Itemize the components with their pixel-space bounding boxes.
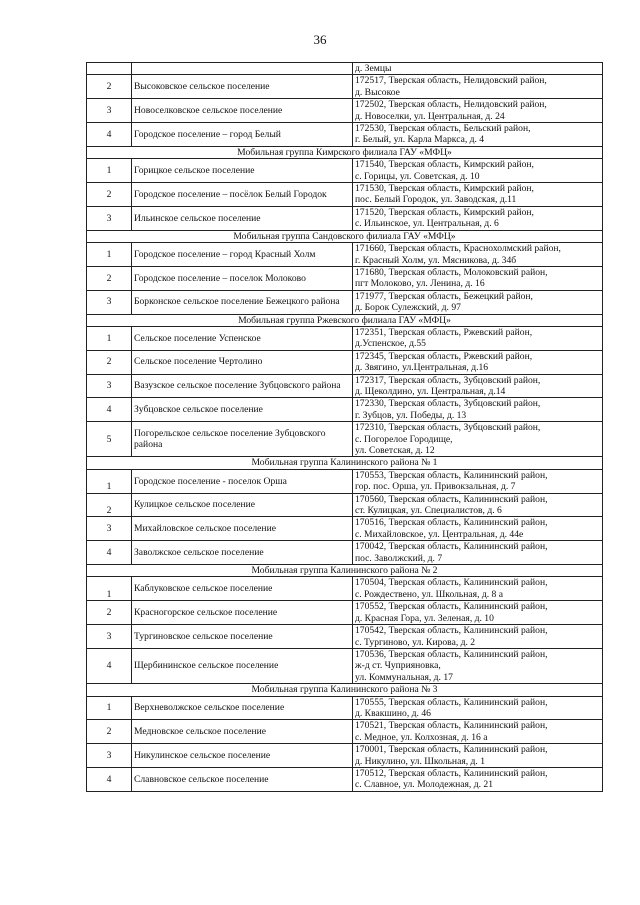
group-header-row bbox=[87, 314, 603, 326]
address-line: 171520, Тверская область, Кимрский район, bbox=[355, 206, 534, 218]
address-line: 172530, Тверская область, Бельский район, bbox=[355, 123, 531, 135]
group-title: Мобильная группа Кимрского филиала ГАУ «МФЦ» bbox=[87, 146, 603, 158]
address-line: д. Звягино, ул.Центральная, д.16 bbox=[355, 362, 489, 374]
row-number: 1 bbox=[87, 159, 132, 183]
table-row bbox=[87, 422, 603, 457]
address-cell bbox=[353, 183, 603, 207]
row-number: 2 bbox=[87, 601, 132, 625]
row-number: 2 bbox=[87, 266, 132, 290]
group-header-row bbox=[87, 146, 603, 158]
row-number: 1 bbox=[87, 696, 132, 720]
address-line: 170042, Тверская область, Калининский район, bbox=[355, 541, 548, 553]
row-number bbox=[87, 63, 132, 75]
settlement-name: Михайловское сельское поселение bbox=[132, 517, 353, 541]
table-row bbox=[87, 720, 603, 744]
address-line: д. Земцы bbox=[355, 63, 392, 74]
table-row bbox=[87, 374, 603, 398]
table-row bbox=[87, 696, 603, 720]
row-number: 1 bbox=[87, 469, 132, 493]
table-row bbox=[87, 541, 603, 565]
address-line: д. Борок Сулежский, д. 97 bbox=[355, 302, 461, 314]
table-body bbox=[87, 63, 603, 792]
address-line: 170552, Тверская область, Калининский район, bbox=[355, 601, 548, 613]
table-row bbox=[87, 350, 603, 374]
address-line: 172317, Тверская область, Зубцовский район, bbox=[355, 374, 541, 386]
row-number: 3 bbox=[87, 374, 132, 398]
address-cell bbox=[353, 243, 603, 267]
address-cell bbox=[353, 63, 603, 75]
address-cell bbox=[353, 601, 603, 625]
address-line: 170504, Тверская область, Калининский район, bbox=[355, 577, 548, 589]
table-row bbox=[87, 398, 603, 422]
group-header-row bbox=[87, 457, 603, 469]
address-cell bbox=[353, 75, 603, 99]
address-line: пос. Белый Городок, ул. Заводская, д.11 bbox=[355, 194, 517, 206]
address-line: с. Погорелое Городище, bbox=[355, 433, 453, 445]
row-number: 1 bbox=[87, 577, 132, 601]
address-line: 170555, Тверская область, Калининский район, bbox=[355, 696, 548, 708]
settlement-name: Медновское сельское поселение bbox=[132, 720, 353, 744]
address-line: гор. пос. Орша, ул. Привокзальная, д. 7 bbox=[355, 481, 516, 493]
settlement-name: Никулинское сельское поселение bbox=[132, 744, 353, 768]
address-line: 170521, Тверская область, Калининский район, bbox=[355, 720, 548, 732]
address-line: пгт Молоково, ул. Ленина, д. 16 bbox=[355, 278, 485, 290]
address-cell bbox=[353, 266, 603, 290]
table-row bbox=[87, 159, 603, 183]
address-cell bbox=[353, 398, 603, 422]
settlement-name: Новоселковское сельское поселение bbox=[132, 99, 353, 123]
settlement-name: Погорельское сельское поселение Зубцовского района bbox=[132, 422, 353, 457]
address-line: д. Квакшино, д. 46 bbox=[355, 707, 431, 719]
address-cell bbox=[353, 744, 603, 768]
address-cell bbox=[353, 541, 603, 565]
row-number: 2 bbox=[87, 720, 132, 744]
table-row bbox=[87, 493, 603, 517]
row-number: 2 bbox=[87, 350, 132, 374]
settlement-name: Горицкое сельское поселение bbox=[132, 159, 353, 183]
address-cell bbox=[353, 577, 603, 601]
group-title: Мобильная группа Ржевского филиала ГАУ «МФЦ» bbox=[87, 314, 603, 326]
address-line: 171530, Тверская область, Кимрский район, bbox=[355, 183, 534, 195]
settlement-name: Городское поселение – поселок Молоково bbox=[132, 266, 353, 290]
group-title: Мобильная группа Калининского района № 3 bbox=[87, 684, 603, 696]
address-line: д. Никулино, ул. Школьная, д. 1 bbox=[355, 755, 486, 767]
address-line: г. Зубцов, ул. Победы, д. 13 bbox=[355, 409, 467, 421]
row-number: 3 bbox=[87, 99, 132, 123]
table-row bbox=[87, 266, 603, 290]
address-line: ст. Кулицкая, ул. Специалистов, д. 6 bbox=[355, 505, 502, 517]
row-number: 2 bbox=[87, 183, 132, 207]
table-row bbox=[87, 577, 603, 601]
address-line: д. Высокое bbox=[355, 86, 400, 98]
settlement-name: Сельское поселение Чертолино bbox=[132, 350, 353, 374]
row-number: 3 bbox=[87, 744, 132, 768]
address-line: г. Белый, ул. Карла Маркса, д. 4 bbox=[355, 134, 485, 146]
address-cell bbox=[353, 326, 603, 350]
address-line: д. Красная Гора, ул. Зеленая, д. 10 bbox=[355, 612, 494, 624]
address-line: с. Горицы, ул. Советская, д. 10 bbox=[355, 170, 480, 182]
address-line: 172502, Тверская область, Нелидовский район, bbox=[355, 99, 547, 111]
address-line: г. Красный Холм, ул. Мясникова, д. 34б bbox=[355, 254, 517, 266]
table-row bbox=[87, 206, 603, 230]
settlement-name: Городское поселение – город Белый bbox=[132, 123, 353, 147]
address-line: ул. Советская, д. 12 bbox=[355, 445, 435, 456]
address-line: 172351, Тверская область, Ржевский район, bbox=[355, 326, 533, 338]
row-number: 4 bbox=[87, 648, 132, 683]
table-row bbox=[87, 75, 603, 99]
address-cell bbox=[353, 206, 603, 230]
row-number: 1 bbox=[87, 326, 132, 350]
table-row bbox=[87, 63, 603, 75]
address-line: 170536, Тверская область, Калининский район, bbox=[355, 648, 548, 660]
settlement-name: Щербининское сельское поселение bbox=[132, 648, 353, 683]
address-line: с. Михайловское, ул. Центральная, д. 44е bbox=[355, 528, 524, 540]
row-number: 3 bbox=[87, 517, 132, 541]
address-cell bbox=[353, 493, 603, 517]
address-line: с. Рождествено, ул. Школьная, д. 8 а bbox=[355, 588, 504, 600]
group-title: Мобильная группа Калининского района № 2 bbox=[87, 565, 603, 577]
group-header-row bbox=[87, 230, 603, 242]
settlement-name: Городское поселение - поселок Орша bbox=[132, 469, 353, 493]
address-line: с. Тургиново, ул. Кирова, д. 2 bbox=[355, 636, 476, 648]
address-cell bbox=[353, 374, 603, 398]
group-header-row bbox=[87, 684, 603, 696]
address-cell bbox=[353, 350, 603, 374]
settlement-name: Верхневолжское сельское поселение bbox=[132, 696, 353, 720]
table-row bbox=[87, 767, 603, 791]
address-cell bbox=[353, 648, 603, 683]
address-line: 172330, Тверская область, Зубцовский район, bbox=[355, 398, 541, 410]
address-cell bbox=[353, 123, 603, 147]
address-line: 170542, Тверская область, Калининский район, bbox=[355, 625, 548, 637]
address-line: 170001, Тверская область, Калининский район, bbox=[355, 744, 548, 756]
table-row bbox=[87, 243, 603, 267]
row-number: 4 bbox=[87, 767, 132, 791]
address-line: 171660, Тверская область, Краснохолмский район, bbox=[355, 243, 561, 255]
settlement-name: Кулицкое сельское поселение bbox=[132, 493, 353, 517]
address-line: пос. Заволжский, д. 7 bbox=[355, 552, 443, 564]
settlement-name: Каблуковское сельское поселение bbox=[132, 577, 353, 601]
table-row bbox=[87, 648, 603, 683]
row-number: 4 bbox=[87, 541, 132, 565]
address-line: 172517, Тверская область, Нелидовский район, bbox=[355, 75, 547, 87]
table-row bbox=[87, 601, 603, 625]
address-line: 170560, Тверская область, Калининский район, bbox=[355, 493, 548, 505]
row-number: 3 bbox=[87, 206, 132, 230]
address-line: 171977, Тверская область, Бежецкий район, bbox=[355, 290, 533, 302]
row-number: 3 bbox=[87, 290, 132, 314]
row-number: 5 bbox=[87, 422, 132, 457]
page-number: 36 bbox=[313, 32, 327, 47]
table-row bbox=[87, 517, 603, 541]
settlement-name: Заволжское сельское поселение bbox=[132, 541, 353, 565]
table-row bbox=[87, 290, 603, 314]
group-title: Мобильная группа Калининского района № 1 bbox=[87, 457, 603, 469]
settlement-name: Вазузское сельское поселение Зубцовского района bbox=[132, 374, 353, 398]
address-line: 170553, Тверская область, Калининский район, bbox=[355, 469, 548, 481]
row-number: 2 bbox=[87, 493, 132, 517]
address-line: 171540, Тверская область, Кимрский район, bbox=[355, 159, 534, 171]
group-header-row bbox=[87, 565, 603, 577]
table-row bbox=[87, 123, 603, 147]
address-cell bbox=[353, 469, 603, 493]
settlement-name: Тургиновское сельское поселение bbox=[132, 625, 353, 649]
address-cell bbox=[353, 159, 603, 183]
address-line: с. Славное, ул. Молодежная, д. 21 bbox=[355, 779, 494, 791]
address-line: 171680, Тверская область, Молоковский район, bbox=[355, 266, 548, 278]
table-row bbox=[87, 744, 603, 768]
row-number: 2 bbox=[87, 75, 132, 99]
settlement-name: Славновское сельское поселение bbox=[132, 767, 353, 791]
row-number: 1 bbox=[87, 243, 132, 267]
settlement-name: Борконское сельское поселение Бежецкого района bbox=[132, 290, 353, 314]
address-line: 172310, Тверская область, Зубцовский район, bbox=[355, 422, 541, 434]
address-line: 170512, Тверская область, Калининский район, bbox=[355, 767, 548, 779]
settlement-name: Ильинское сельское поселение bbox=[132, 206, 353, 230]
row-number: 3 bbox=[87, 625, 132, 649]
address-cell bbox=[353, 720, 603, 744]
settlement-name: Красногорское сельское поселение bbox=[132, 601, 353, 625]
row-number: 4 bbox=[87, 398, 132, 422]
address-cell bbox=[353, 517, 603, 541]
table-row bbox=[87, 326, 603, 350]
settlement-name: Зубцовское сельское поселение bbox=[132, 398, 353, 422]
address-cell bbox=[353, 625, 603, 649]
address-line: ул. Коммунальная, д. 17 bbox=[355, 671, 453, 683]
settlement-name: Городское поселение – посёлок Белый Городок bbox=[132, 183, 353, 207]
address-cell bbox=[353, 767, 603, 791]
table-row bbox=[87, 625, 603, 649]
address-line: с. Ильинское, ул. Центральная, д. 6 bbox=[355, 218, 499, 230]
address-cell bbox=[353, 99, 603, 123]
table-row bbox=[87, 99, 603, 123]
settlement-name: Высоковское сельское поселение bbox=[132, 75, 353, 99]
address-line: д.Успенское, д.55 bbox=[355, 338, 426, 350]
row-number: 4 bbox=[87, 123, 132, 147]
address-line: с. Медное, ул. Колхозная, д. 16 а bbox=[355, 731, 488, 743]
settlement-name: Городское поселение – город Красный Холм bbox=[132, 243, 353, 267]
table-row bbox=[87, 469, 603, 493]
address-line: д. Новоселки, ул. Центральная, д. 24 bbox=[355, 110, 505, 122]
table-row bbox=[87, 183, 603, 207]
settlement-name bbox=[132, 63, 353, 75]
service-points-table bbox=[86, 62, 603, 792]
address-line: ж-д ст. Чуприяновка, bbox=[355, 660, 441, 672]
address-cell bbox=[353, 290, 603, 314]
address-line: 172345, Тверская область, Ржевский район, bbox=[355, 350, 533, 362]
address-cell bbox=[353, 696, 603, 720]
address-cell bbox=[353, 422, 603, 457]
address-line: 170516, Тверская область, Калининский район, bbox=[355, 517, 548, 529]
settlement-name: Сельское поселение Успенское bbox=[132, 326, 353, 350]
group-title: Мобильная группа Сандовского филиала ГАУ «МФЦ» bbox=[87, 230, 603, 242]
address-line: д. Щеколдино, ул. Центральная, д.14 bbox=[355, 385, 506, 397]
